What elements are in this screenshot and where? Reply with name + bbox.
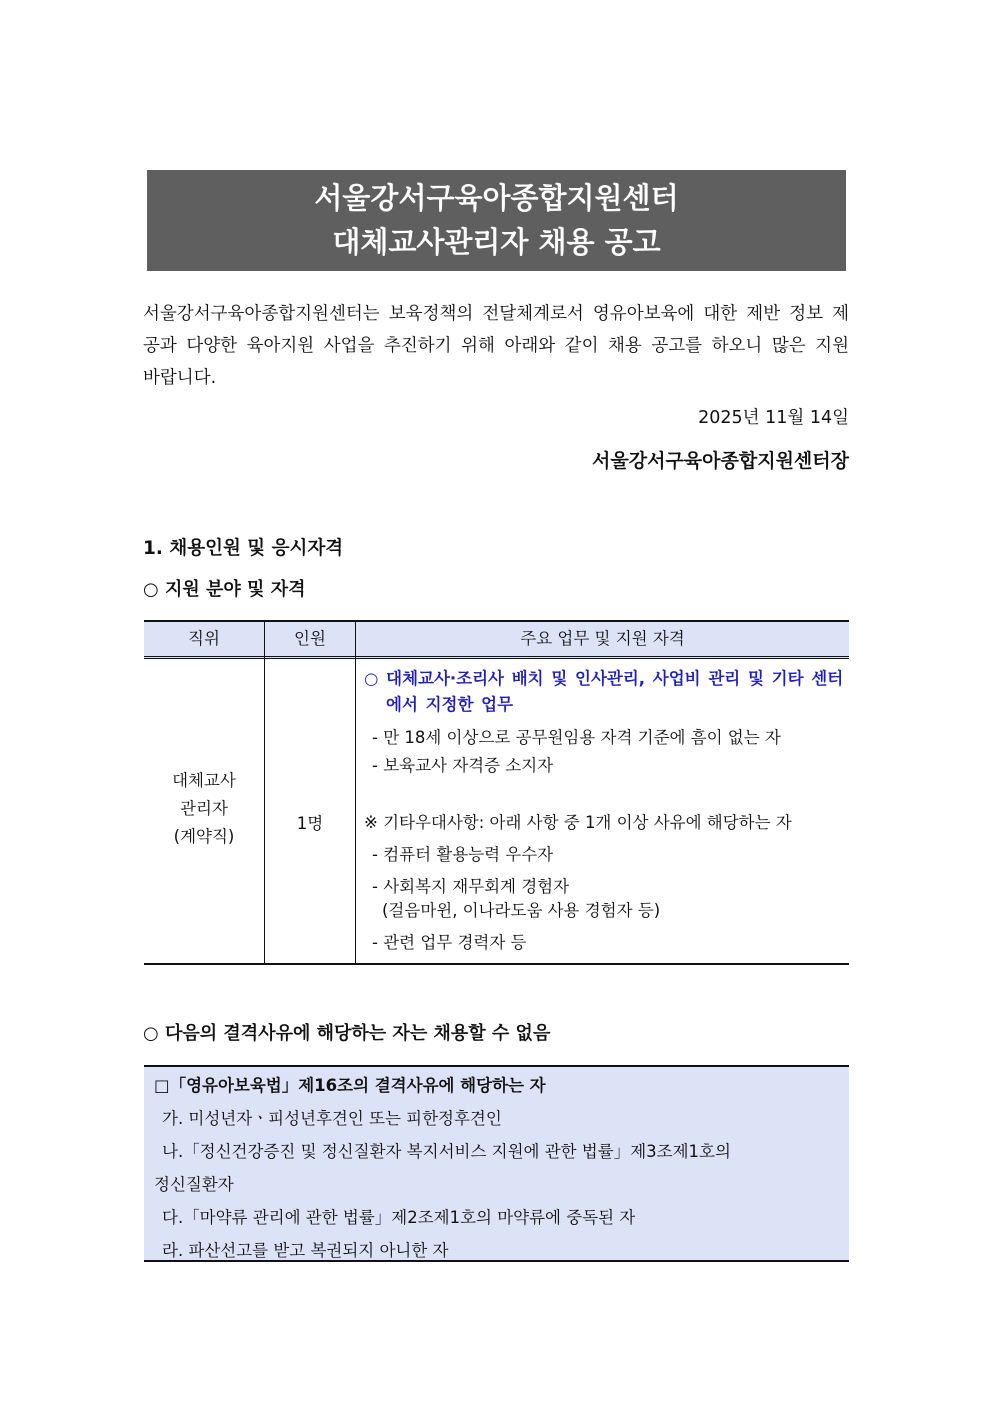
header-duties: 주요 업무 및 지원 자격	[520, 629, 685, 648]
disqualification-item: 가. 미성년자ㆍ피성년후견인 또는 피한정후견인	[162, 1109, 502, 1128]
title-line-1: 서울강서구육아종합지원센터	[314, 181, 679, 215]
preferred-item: - 관련 업무 경력자 등	[372, 933, 527, 952]
section-heading: 1. 채용인원 및 응시자격	[143, 538, 344, 559]
requirement-item: - 보육교사 자격증 소지자	[372, 756, 554, 775]
notice-date: 2025년 11월 14일	[698, 408, 849, 428]
header-position: 직위	[188, 629, 220, 648]
positions-table	[144, 620, 849, 965]
intro-paragraph: 서울강서구육아종합지원센터는 보육정책의 전달체계로서 영유아보육에 대한 제반 정보 제공과 다양한 육아지원 사업을 추진하기 위해 아래와 같이 채용 공고를 하오니 많은 지원 바랍니다.	[143, 304, 849, 388]
notice-title-banner	[147, 170, 846, 271]
main-duty: ○ 대체교사·조리사 배치 및 인사관리, 사업비 관리 및 기타 센터에서 지정한 업무	[364, 669, 844, 714]
preferred-note: (걸음마윈, 이나라도움 사용 경험자 등)	[382, 901, 661, 920]
position-line: (계약직)	[173, 827, 235, 846]
preferred-title: ※ 기타우대사항: 아래 사항 중 1개 이상 사유에 해당하는 자	[364, 813, 792, 832]
disqualification-title: □「영유아보육법」제16조의 결격사유에 해당하는 자	[154, 1076, 546, 1095]
position-line: 대체교사	[172, 771, 236, 790]
column-divider	[264, 622, 265, 963]
table-header-row	[144, 622, 849, 659]
sub-heading-disqualification: ○ 다음의 결격사유에 해당하는 자는 채용할 수 없음	[143, 1023, 551, 1044]
disqualification-item: 라. 파산선고를 받고 복권되지 아니한 자	[162, 1241, 449, 1260]
sub-heading-positions: ○ 지원 분야 및 자격	[143, 579, 306, 600]
header-count: 인원	[294, 629, 326, 648]
duties-cell	[364, 666, 844, 952]
disqualification-item: 나.「정신건강증진 및 정신질환자 복지서비스 지원에 관한 법률」제3조제1호의	[162, 1142, 731, 1161]
requirement-item: - 만 18세 이상으로 공무원임용 자격 기준에 흠이 없는 자	[372, 728, 781, 747]
disqualification-item: 다.「마약류 관리에 관한 법률」제2조제1호의 마약류에 중독된 자	[162, 1208, 636, 1227]
count-cell: 1명	[296, 814, 324, 833]
title-line-2: 대체교사관리자 채용 공고	[332, 225, 661, 259]
notice-signer: 서울강서구육아종합지원센터장	[592, 450, 849, 472]
position-line: 관리자	[180, 799, 228, 818]
column-divider	[355, 622, 356, 963]
disqualification-box	[144, 1065, 849, 1262]
preferred-item: - 사회복지 재무회계 경험자	[372, 877, 570, 896]
position-cell	[144, 767, 264, 851]
preferred-item: - 컴퓨터 활용능력 우수자	[372, 845, 554, 864]
disqualification-item-cont: 정신질환자	[154, 1175, 234, 1194]
